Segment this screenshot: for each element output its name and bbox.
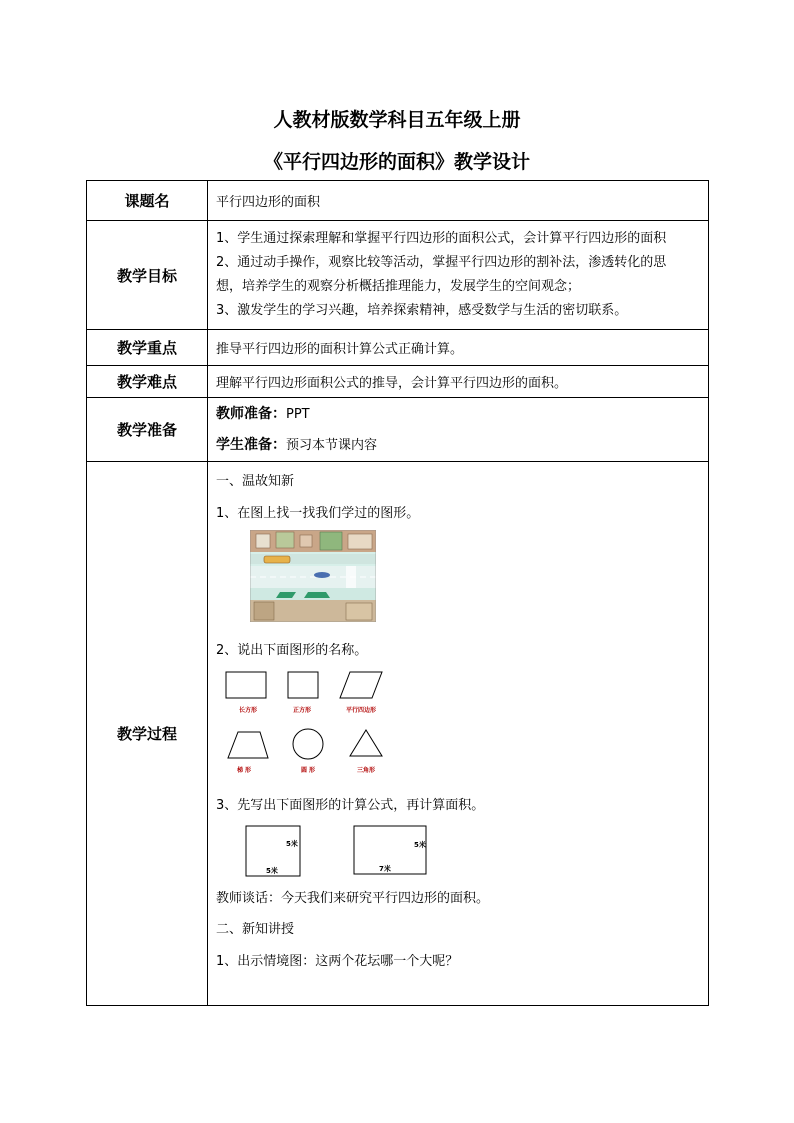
doc-subtitle: 《平行四边形的面积》教学设计 [263,151,530,173]
street-scene-image [250,530,376,622]
row-prep [87,398,709,462]
value-key-point: 推导平行四边形的面积计算公式正确计算。 [208,330,709,366]
label-prep: 教学准备 [87,398,208,462]
triangle-shape [350,730,382,756]
row-difficulty [87,366,709,398]
row-goals [87,221,709,330]
shapes-figure [224,670,394,772]
trapezoid-shape [228,732,268,758]
value-difficulty: 理解平行四边形面积公式的推导，会计算平行四边形的面积。 [208,366,709,398]
value-topic: 平行四边形的面积 [208,181,709,221]
student-prep-value: 预习本节课内容 [286,437,378,453]
label-square: 正方形 [292,707,311,714]
label-goals: 教学目标 [87,221,208,330]
goal-line: 1、学生通过探索理解和掌握平行四边形的面积公式，会计算平行四边形的面积 [216,231,667,246]
goal-line: 3、激发学生的学习兴趣，培养探索精神，感受数学与生活的密切联系。 [216,303,628,318]
label-triangle: 三角形 [356,767,375,774]
value-process [208,462,709,1006]
goal-line: 想，培养学生的观察分析概括推理能力，发展学生的空间观念； [216,279,581,294]
parallelogram-shape [340,672,382,698]
teacher-prep-label: 教师准备： [216,405,286,422]
row-key-point [87,330,709,366]
teacher-talk: 教师谈话：今天我们来研究平行四边形的面积。 [216,891,490,906]
rect-bottom-label: 7米 [379,865,391,873]
goal-line: 2、通过动手操作，观察比较等活动，掌握平行四边形的割补法，渗透转化的思 [216,255,667,270]
student-prep-label: 学生准备： [216,436,286,453]
label-parallelogram: 平行四边形 [345,707,376,714]
question-area-formula: 3、先写出下面图形的计算公式，再计算面积。 [216,798,485,813]
circle-shape [293,729,323,759]
label-circle: 圆 形 [300,767,316,774]
value-goals [208,221,709,330]
question-name-shapes: 2、说出下面图形的名称。 [216,643,368,658]
square-side-label: 5米 [286,840,298,848]
row-topic [87,181,709,221]
rect-side-label: 5米 [414,841,426,849]
label-process: 教学过程 [87,462,208,1006]
label-key-point: 教学重点 [87,330,208,366]
question-find-shapes: 1、在图上找一找我们学过的图形。 [216,506,420,521]
value-prep [208,398,709,462]
label-rectangle: 长方形 [238,707,257,714]
label-difficulty: 教学难点 [87,366,208,398]
label-trapezoid: 梯 形 [236,767,252,774]
row-process [87,462,709,1006]
teacher-prep-value: PPT [286,406,310,422]
section-review: 一、温故知新 [216,474,295,489]
section-new-knowledge: 二、新知讲授 [216,922,295,937]
question-flower-beds: 1、出示情境图：这两个花坛哪一个大呢？ [216,954,459,969]
square-bottom-label: 5米 [266,867,278,875]
rectangle-shape [226,672,266,698]
label-topic: 课题名 [87,181,208,221]
square-shape [288,672,318,698]
lesson-plan-table [86,180,709,1006]
doc-title: 人教材版数学科目五年级上册 [273,109,521,131]
